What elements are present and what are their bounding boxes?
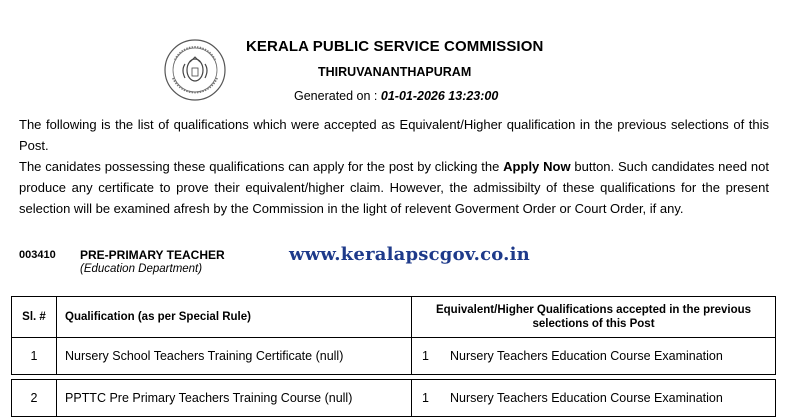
column-header-equivalent-line1: Equivalent/Higher Qualifications accepted in the previous <box>435 304 752 316</box>
post-department: (Education Department) <box>80 263 203 275</box>
row-sl: 1 <box>12 338 57 375</box>
intro-paragraph-2-start: The canidates possessing these qualifications can apply for the post by clicking the <box>19 159 504 174</box>
apply-now-emphasis: Apply Now <box>503 159 571 174</box>
row-sl: 2 <box>12 380 57 417</box>
qualifications-table <box>11 296 776 417</box>
website-watermark: www.keralapscgov.co.in <box>289 244 530 265</box>
generated-label: Generated on : <box>294 89 381 103</box>
document-header <box>0 0 788 112</box>
column-header-equivalent <box>412 297 776 338</box>
generated-timestamp <box>294 89 498 103</box>
row-equivalent-number: 1 <box>422 349 429 363</box>
row-equivalent-text: Nursery Teachers Education Course Examination <box>450 349 723 363</box>
intro-paragraph-2 <box>19 156 769 219</box>
post-code: 003410 <box>19 249 56 261</box>
intro-paragraph-2-end: button. Such candidates need not produce any certificate to prove their equivalent/higher claim. However, the admissibilty of these qualifications for the present selection will be examined afresh by the Commission in the light of relevent Goverment Order or Court Order, if any. <box>19 159 769 216</box>
kerala-psc-emblem-icon <box>163 38 227 102</box>
page-title: KERALA PUBLIC SERVICE COMMISSION <box>246 38 544 55</box>
column-header-qualification: Qualification (as per Special Rule) <box>57 297 412 338</box>
page-subtitle-city: THIRUVANANTHAPURAM <box>318 65 472 79</box>
row-qualification: PPTTC Pre Primary Teachers Training Course (null) <box>57 380 412 417</box>
table-header-row <box>12 297 776 338</box>
row-qualification: Nursery School Teachers Training Certificate (null) <box>57 338 412 375</box>
column-header-sl: Sl. # <box>12 297 57 338</box>
column-header-equivalent-line2: selections of this Post <box>532 318 655 330</box>
post-title: PRE-PRIMARY TEACHER <box>80 248 225 262</box>
intro-text <box>19 114 769 219</box>
generated-value: 01-01-2026 13:23:00 <box>380 89 499 103</box>
table-row <box>12 380 776 417</box>
row-equivalent <box>412 380 776 417</box>
row-equivalent <box>412 338 776 375</box>
row-equivalent-number: 1 <box>422 391 429 405</box>
table-row <box>12 338 776 375</box>
intro-paragraph-1: The following is the list of qualifications which were accepted as Equivalent/Higher qualification in the previous selections of this Post. <box>19 117 769 153</box>
row-equivalent-text: Nursery Teachers Education Course Examination <box>450 391 723 405</box>
